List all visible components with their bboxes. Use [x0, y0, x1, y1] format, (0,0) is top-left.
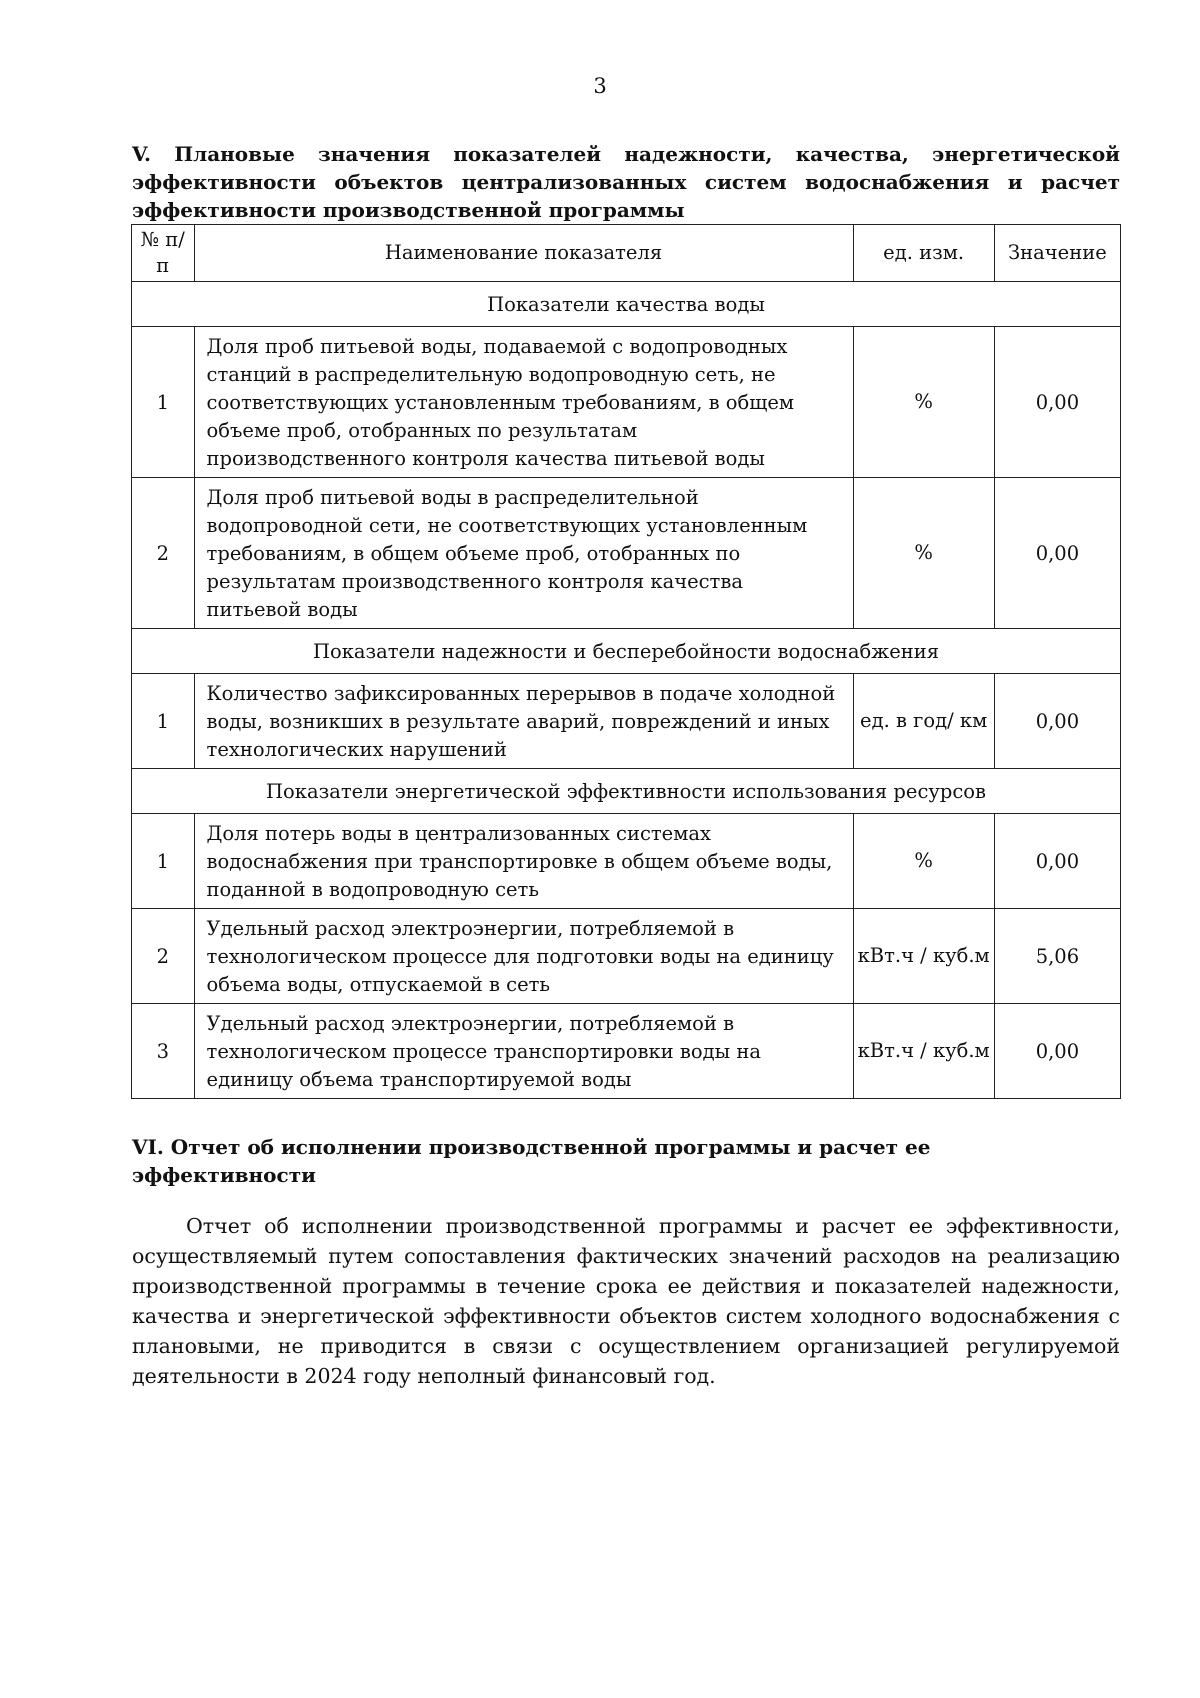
- document-body: [132, 140, 1120, 1391]
- group-row-energy-efficiency: [132, 769, 1121, 814]
- page-number: 3: [593, 74, 607, 98]
- row-unit: %: [853, 327, 994, 478]
- row-num: 3: [132, 1004, 195, 1099]
- group-row-water-quality: [132, 282, 1121, 327]
- row-name: Количество зафиксированных перерывов в подаче холодной воды, возникших в результате аварий, повреждений и иных технологических нарушений: [194, 674, 853, 769]
- row-unit: ед. в год/ км: [853, 674, 994, 769]
- row-unit: %: [853, 478, 994, 629]
- table-row: [132, 327, 1121, 478]
- row-value: 5,06: [994, 909, 1120, 1004]
- row-num: 1: [132, 674, 195, 769]
- row-name: Доля проб питьевой воды, подаваемой с водопроводных станций в распределительную водопроводную сеть, не соответствующих установленным требованиям, в общем объеме проб, отобранных по результатам производственного контроля качества питьевой воды: [194, 327, 853, 478]
- section-6-paragraph: Отчет об исполнении производственной программы и расчет ее эффективности, осуществляемый путем сопоставления фактических значений расходов на реализацию производственной программы в течение срока ее действия и показателей надежности, качества и энергетической эффективности объектов систем холодного водоснабжения с плановыми, не приводится в связи с осуществлением организацией регулируемой деятельности в 2024 году неполный финансовый год.: [132, 1214, 1120, 1388]
- header-name: Наименование показателя: [194, 225, 853, 282]
- table-row: [132, 1004, 1121, 1099]
- group-title: Показатели надежности и бесперебойности водоснабжения: [132, 629, 1121, 674]
- header-value: Значение: [994, 225, 1120, 282]
- row-value: 0,00: [994, 814, 1120, 909]
- table-row: [132, 909, 1121, 1004]
- row-name: Доля проб питьевой воды в распределительной водопроводной сети, не соответствующих установленным требованиям, в общем объеме проб, отобранных по результатам производственного контроля качества питьевой воды: [194, 478, 853, 629]
- section-5-heading: V. Плановые значения показателей надежности, качества, энергетической эффективности объектов централизованных систем водоснабжения и расчет эффективности производственной программы: [132, 142, 1120, 222]
- section-6-heading: VI. Отчет об исполнении производственной программы и расчет ее эффективности: [132, 1135, 931, 1187]
- row-name: Удельный расход электроэнергии, потребляемой в технологическом процессе для подготовки воды на единицу объема воды, отпускаемой в сеть: [194, 909, 853, 1004]
- row-value: 0,00: [994, 1004, 1120, 1099]
- row-value: 0,00: [994, 674, 1120, 769]
- row-num: 2: [132, 478, 195, 629]
- header-num: № п/п: [132, 225, 195, 282]
- row-unit: кВт.ч / куб.м: [853, 1004, 994, 1099]
- group-title: Показатели энергетической эффективности использования ресурсов: [132, 769, 1121, 814]
- row-num: 1: [132, 814, 195, 909]
- row-num: 1: [132, 327, 195, 478]
- row-unit: кВт.ч / куб.м: [853, 909, 994, 1004]
- row-value: 0,00: [994, 327, 1120, 478]
- table-row: [132, 478, 1121, 629]
- header-unit: ед. изм.: [853, 225, 994, 282]
- row-value: 0,00: [994, 478, 1120, 629]
- row-name: Удельный расход электроэнергии, потребляемой в технологическом процессе транспортировки воды на единицу объема транспортируемой воды: [194, 1004, 853, 1099]
- group-title: Показатели качества воды: [132, 282, 1121, 327]
- row-unit: %: [853, 814, 994, 909]
- group-row-reliability: [132, 629, 1121, 674]
- table-header-row: [132, 225, 1121, 282]
- table-row: [132, 674, 1121, 769]
- row-num: 2: [132, 909, 195, 1004]
- row-name: Доля потерь воды в централизованных системах водоснабжения при транспортировке в общем объеме воды, поданной в водопроводную сеть: [194, 814, 853, 909]
- indicators-table: [131, 224, 1121, 1099]
- table-row: [132, 814, 1121, 909]
